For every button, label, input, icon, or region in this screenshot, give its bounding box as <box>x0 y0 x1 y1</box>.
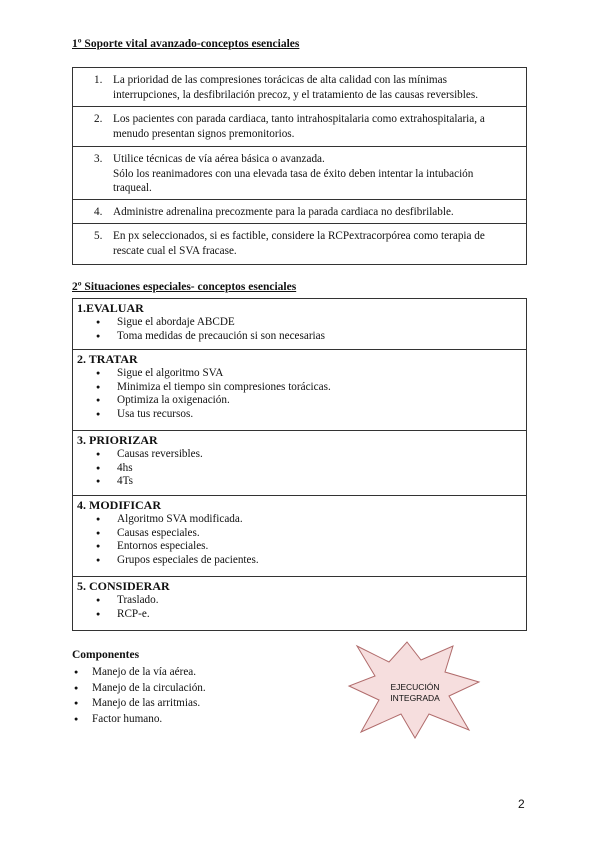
item-text: Los pacientes con parada cardiaca, tanto intrahospitalaria como extrahospitalaria, a <box>113 113 485 125</box>
list-item: ● Grupos especiales de pacientes. <box>77 554 522 568</box>
list-item: ● Causas especiales. <box>77 527 522 541</box>
treat-block <box>73 350 526 431</box>
item-text: traqueal. <box>113 182 152 194</box>
item-number: 3. <box>94 153 103 165</box>
block-title: 4. MODIFICAR <box>77 498 161 512</box>
page-number: 2 <box>518 797 525 811</box>
list-item: ● Manejo de la circulación. <box>72 681 332 697</box>
section1-heading: 1º Soporte vital avanzado-conceptos esenciales <box>72 38 300 50</box>
list-item: ● 4Ts <box>77 475 522 489</box>
list-item: ● Minimiza el tiempo sin compresiones torácicas. <box>77 381 522 395</box>
table-row <box>73 107 526 147</box>
star-label <box>375 682 455 704</box>
list-item: ● RCP-e. <box>77 608 522 622</box>
list-item: ● Manejo de las arritmias. <box>72 696 332 712</box>
star-label-line1: EJECUCIÓN <box>390 682 440 692</box>
item-number: 2. <box>94 113 103 125</box>
item-text: interrupciones, la desfibrilación precoz, y el tratamiento de las causas reversibles. <box>113 88 479 101</box>
table-row <box>73 224 526 264</box>
list-item: ● Factor humano. <box>72 712 332 728</box>
section2-heading: 2º Situaciones especiales- conceptos esenciales <box>72 281 297 293</box>
components-heading: Componentes <box>72 649 140 661</box>
essentials-table <box>72 67 527 265</box>
list-item: ● Manejo de la vía aérea. <box>72 665 332 681</box>
table-row <box>73 68 526 107</box>
list-item: ● 4hs <box>77 462 522 476</box>
consider-block <box>73 577 526 630</box>
table-row <box>73 147 526 200</box>
list-item: ● Algoritmo SVA modificada. <box>77 513 522 527</box>
star-label-line2: INTEGRADA <box>390 693 440 703</box>
special-situations-table <box>72 298 527 631</box>
list-item: ● Entornos especiales. <box>77 540 522 554</box>
item-text: rescate cual el SVA fracase. <box>113 244 237 257</box>
list-item: ● Causas reversibles. <box>77 448 522 462</box>
item-number: 5. <box>94 230 103 242</box>
block-title: 1.EVALUAR <box>77 301 144 315</box>
block-title: 3. PRIORIZAR <box>77 433 158 447</box>
list-item: ● Sigue el abordaje ABCDE <box>77 316 522 330</box>
item-text: Sólo los reanimadores con una elevada tasa de éxito deben intentar la intubación <box>113 167 474 180</box>
item-text: Utilice técnicas de vía aérea básica o avanzada. <box>113 153 325 165</box>
item-text: La prioridad de las compresiones torácicas de alta calidad con las mínimas <box>113 74 447 86</box>
item-text: En px seleccionados, si es factible, considere la RCPextracorpórea como terapia de <box>113 230 485 242</box>
block-title: 5. CONSIDERAR <box>77 579 170 593</box>
item-text: menudo presentan signos premonitorios. <box>113 127 295 140</box>
list-item: ● Traslado. <box>77 594 522 608</box>
list-item: ● Optimiza la oxigenación. <box>77 394 522 408</box>
prioritize-block <box>73 431 526 496</box>
item-text: Administre adrenalina precozmente para la parada cardiaca no desfibrilable. <box>113 206 454 218</box>
list-item: ● Toma medidas de precaución si son necesarias <box>77 330 522 344</box>
item-number: 1. <box>94 74 103 86</box>
evaluate-block <box>73 299 526 350</box>
modify-block <box>73 496 526 577</box>
list-item: ● Sigue el algoritmo SVA <box>77 367 522 381</box>
components-list <box>72 665 332 727</box>
block-title: 2. TRATAR <box>77 352 138 366</box>
list-item: ● Usa tus recursos. <box>77 408 522 422</box>
item-number: 4. <box>94 206 103 218</box>
table-row <box>73 200 526 224</box>
